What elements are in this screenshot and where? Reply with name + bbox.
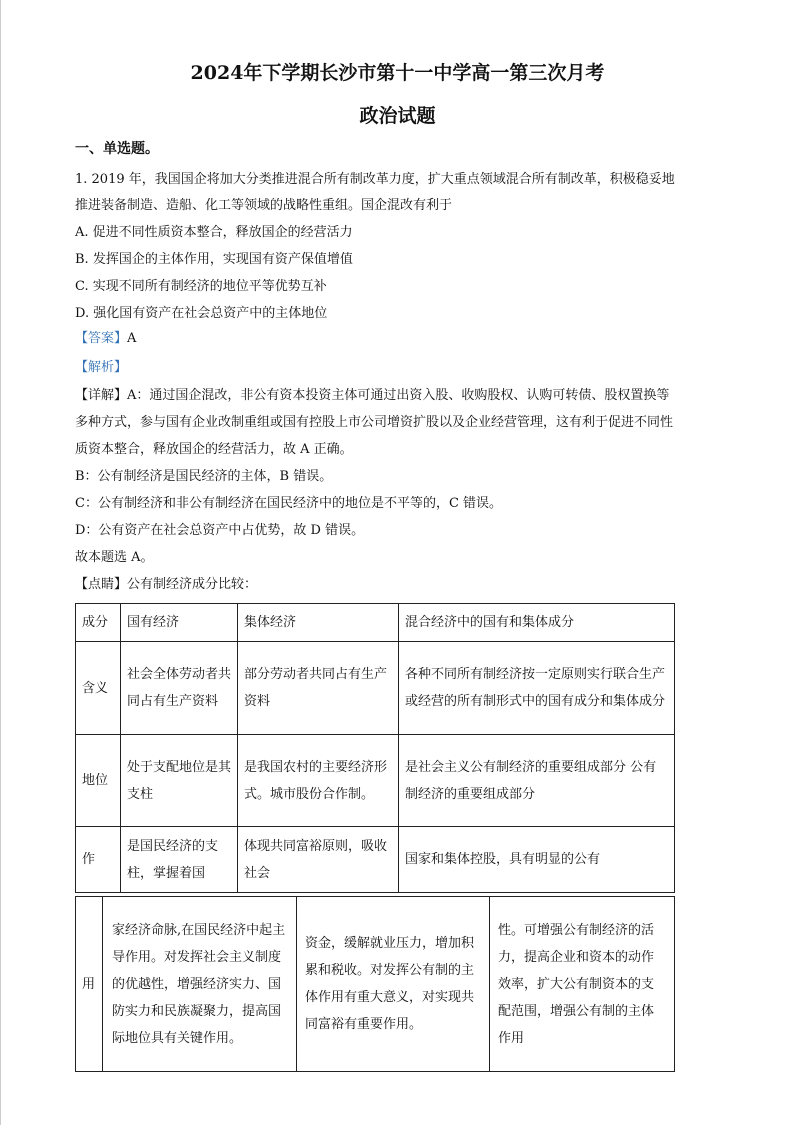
question-stem-line-2: 推进装备制造、造船、化工等领域的战略性重组。国企混改有利于: [75, 198, 453, 213]
option-d: D. 强化国有资产在社会总资产中的主体地位: [75, 306, 328, 321]
question-stem-line-1: 1. 2019 年，我国国企将加大分类推进混合所有制改革力度，扩大重点领域混合所有制改革，积极稳妥地: [75, 172, 675, 187]
table-cell: 是社会主义公有制经济的重要组成部分 公有制经济的重要组成部分: [399, 735, 675, 827]
table-cell: 处于支配地位是其支柱: [121, 735, 238, 827]
detail-b: B：公有制经济是国民经济的主体，B 错误。: [75, 469, 333, 484]
table-cell: 体现共同富裕原则，吸收社会: [238, 827, 399, 893]
page-title: 2024年下学期长沙市第十一中学高一第三次月考: [190, 62, 605, 84]
table-header-cell: 混合经济中的国有和集体成分: [399, 604, 675, 642]
detail-line-2: 多种方式，参与国有企业改制重组或国有控股上市公司增资扩股以及企业经营管理，这有利于促进不同性: [75, 415, 674, 430]
table-cell: 作: [76, 827, 121, 893]
table-cell: 家经济命脉,在国民经济中起主导作用。对发挥社会主义制度的优越性，增强经济实力、国防实力和民族凝聚力，提高国际地位具有关键作用。: [103, 897, 297, 1072]
option-a: A. 促进不同性质资本整合，释放国企的经营活力: [75, 225, 353, 240]
table-cell: 各种不同所有制经济按一定原则实行联合生产或经营的所有制形式中的国有成分和集体成分: [399, 642, 675, 735]
detail-c: C：公有制经济和非公有制经济在国民经济中的地位是不平等的，C 错误。: [75, 496, 503, 511]
answer-value: A: [127, 331, 137, 346]
table-cell: 含义: [76, 642, 121, 735]
comparison-table: [75, 603, 675, 893]
table-cell: 性。可增强公有制经济的活力，提高企业和资本的动作效率，扩大公有制资本的支配范围，增强公有制的主体作用: [490, 897, 675, 1072]
page-subtitle: 政治试题: [359, 105, 436, 127]
table-header-cell: 集体经济: [238, 604, 399, 642]
table-row: [76, 735, 675, 827]
table-row: [76, 897, 675, 1072]
comparison-table-continuation: [75, 896, 675, 1072]
table-cell: 地位: [76, 735, 121, 827]
table-cell: 用: [76, 897, 103, 1072]
answer-tag: 【答案】: [75, 331, 128, 346]
table-row: [76, 642, 675, 735]
conclusion: 故本题选 A。: [75, 550, 154, 565]
table-cell: 资金，缓解就业压力，增加积累和税收。对发挥公有制的主体作用有重大意义，对实现共同富裕有重要作用。: [297, 897, 490, 1072]
page-left-border: [0, 0, 1, 1125]
table-header-cell: 成分: [76, 604, 121, 642]
table-header-cell: 国有经济: [121, 604, 238, 642]
tip-heading: 【点睛】公有制经济成分比较：: [75, 577, 258, 592]
detail-d: D：公有资产在社会总资产中占优势，故 D 错误。: [75, 523, 365, 538]
section-heading: 一、单选题。: [75, 141, 159, 157]
detail-line-3: 质资本整合，释放国企的经营活力，故 A 正确。: [75, 442, 353, 457]
detail-line-1: 【详解】A：通过国企混改，非公有资本投资主体可通过出资入股、收购股权、认购可转债、股权置换等: [75, 388, 670, 403]
table-row: [76, 827, 675, 893]
table-header-row: [76, 604, 675, 642]
option-c: C. 实现不同所有制经济的地位平等优势互补: [75, 279, 327, 294]
option-b: B. 发挥国企的主体作用，实现国有资产保值增值: [75, 252, 353, 267]
answer-line: [75, 330, 136, 348]
table-cell: 社会全体劳动者共同占有生产资料: [121, 642, 238, 735]
table-cell: 是国民经济的支柱，掌握着国: [121, 827, 238, 893]
analysis-tag: 【解析】: [75, 360, 128, 375]
table-cell: 部分劳动者共同占有生产资料: [238, 642, 399, 735]
table-cell: 是我国农村的主要经济形式。城市股份合作制。: [238, 735, 399, 827]
table-cell: 国家和集体控股，具有明显的公有: [399, 827, 675, 893]
